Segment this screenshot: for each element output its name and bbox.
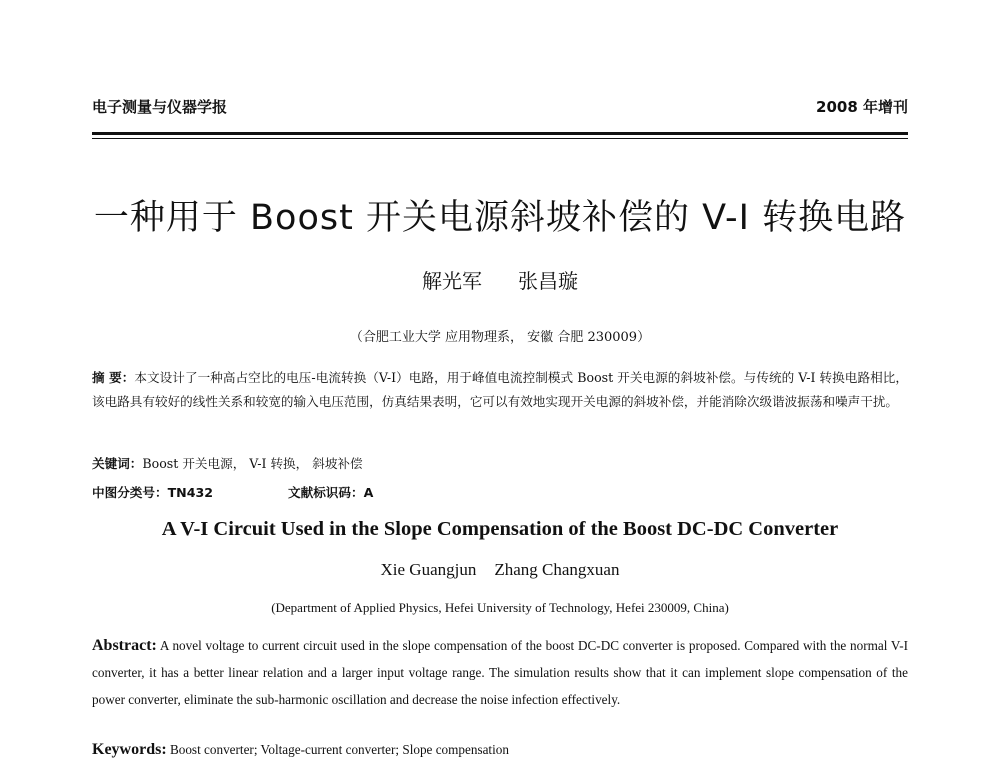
english-abstract	[92, 632, 908, 713]
english-author-2: Zhang Changxuan	[494, 560, 620, 579]
chinese-abstract-text: 本文设计了一种高占空比的电压-电流转换（V-I）电路，用于峰值电流控制模式 Boost 开关电源的斜坡补偿。与传统的 V-I 转换电路相比，该电路具有较好的线性关系和较宽的输入电压范围，仿真结果表明，它可以有效地实现开关电源的斜坡补偿，并能消除次级谐波振荡和噪声干扰。	[92, 370, 908, 409]
classification-value: TN432	[167, 485, 213, 500]
document-code-label: 文献标识码：	[288, 485, 364, 500]
chinese-keywords	[92, 453, 908, 472]
chinese-author-1: 解光军	[422, 269, 482, 293]
document-code-value: A	[363, 485, 374, 500]
english-keywords-text: Boost converter; Voltage-current converter; Slope compensation	[169, 742, 509, 757]
chinese-affiliation: （合肥工业大学 应用物理系， 安徽 合肥 230009）	[349, 330, 651, 345]
english-title: A V-I Circuit Used in the Slope Compensation of the Boost DC-DC Converter	[161, 518, 839, 540]
classification-line	[92, 482, 908, 501]
header-rule-thin	[92, 138, 908, 139]
issue-label: 2008 年增刊	[816, 98, 908, 116]
english-author-1: Xie Guangjun	[380, 560, 477, 579]
english-keywords	[92, 741, 908, 759]
chinese-abstract-label: 摘 要：	[92, 370, 135, 385]
chinese-authors	[0, 265, 1000, 294]
english-keywords-label: Keywords:	[92, 741, 167, 758]
english-abstract-text: A novel voltage to current circuit used in the slope compensation of the boost DC-DC converter is proposed. Compared with the normal V-I converter, it has a better linear relation and a larger input voltage range. The simulation results show that it can implement slope compensation of the power converter, eliminate the sub-harmonic oscillation and decrease the noise infection effectively.	[92, 638, 908, 707]
english-abstract-label: Abstract:	[92, 637, 157, 654]
english-authors	[0, 560, 1000, 580]
chinese-title: 一种用于 Boost 开关电源斜坡补偿的 V-I 转换电路	[93, 198, 907, 238]
header-rule-thick	[92, 132, 908, 135]
chinese-keywords-label: 关键词：	[92, 456, 143, 471]
english-affiliation: (Department of Applied Physics, Hefei University of Technology, Hefei 230009, China)	[271, 600, 729, 615]
chinese-abstract	[92, 366, 908, 414]
journal-name: 电子测量与仪器学报	[92, 98, 228, 116]
running-header	[92, 96, 908, 120]
classification-label: 中图分类号：	[92, 485, 168, 500]
chinese-keywords-text: Boost 开关电源， V-I 转换， 斜坡补偿	[142, 456, 363, 471]
chinese-author-2: 张昌璇	[518, 269, 578, 293]
